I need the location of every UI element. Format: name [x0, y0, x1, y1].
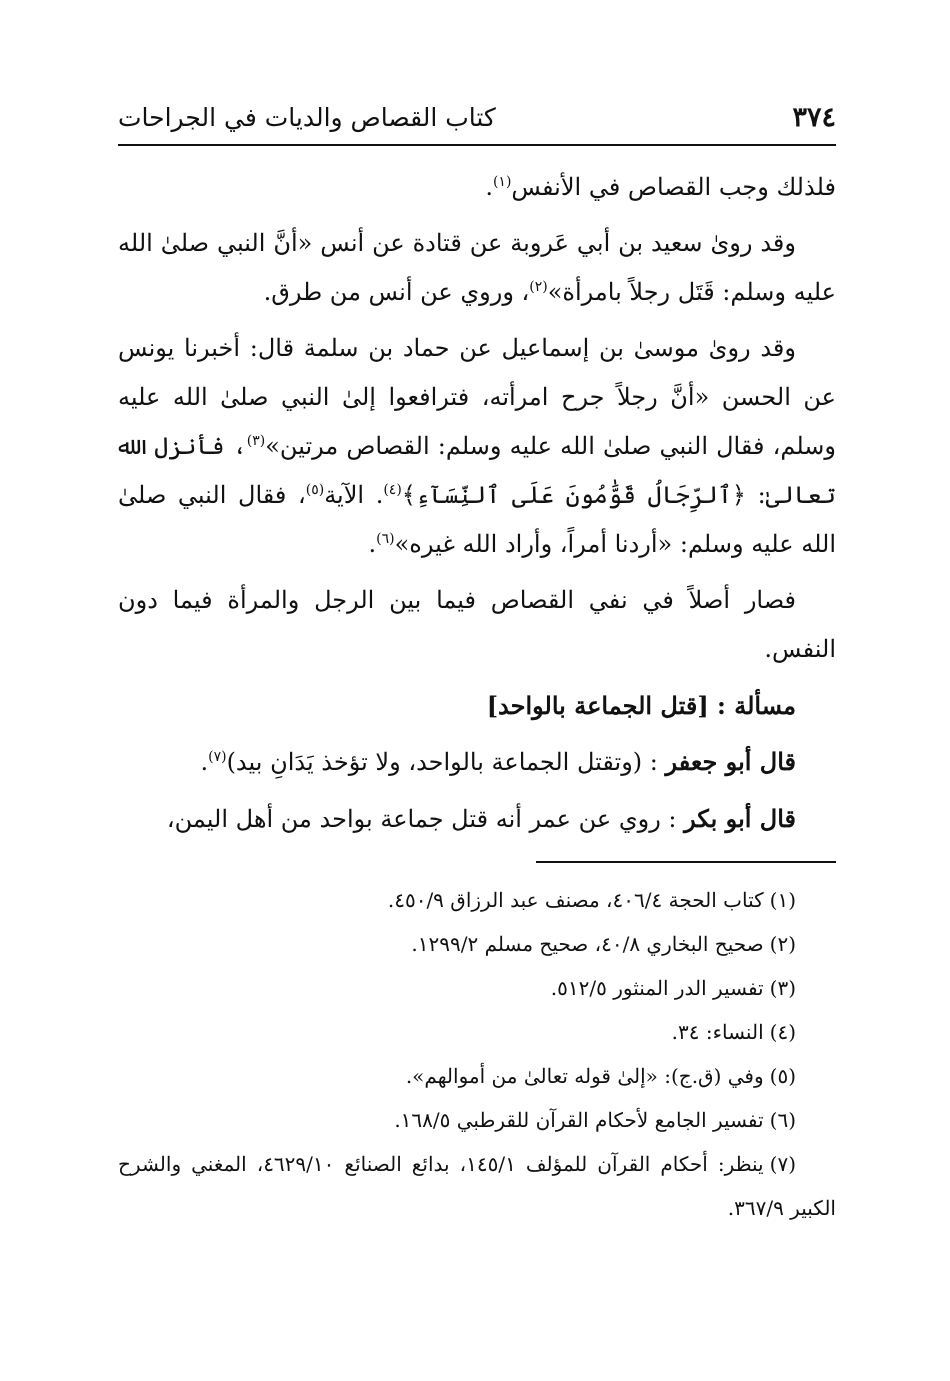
- footnote-2: [118, 922, 836, 966]
- punctuation: .: [485, 173, 493, 201]
- page-number: ٣٧٤: [792, 102, 836, 133]
- paragraph-2: [118, 219, 836, 317]
- punctuation: .: [200, 748, 209, 776]
- footnote-text: تفسير الدر المنثور ٥١٢/٥.: [550, 976, 764, 1000]
- page-header: [118, 98, 836, 146]
- footnote-ref-7: (٧): [208, 749, 227, 765]
- footnote-ref-2: (٢): [529, 279, 548, 295]
- footnote-ref-3: (٣): [246, 433, 266, 449]
- footnote-text: كتاب الحجة ٤٠٦/٤، مصنف عبد الرزاق ٤٥٠/٩.: [387, 888, 764, 912]
- paragraph-text: ، وروي عن أنس من طرق.: [263, 278, 530, 306]
- paragraph-text: ، فقال النبي صلىٰ الله عليه وسلم: «أردنا أمراً، وأراد الله غيره»: [118, 481, 836, 558]
- paragraph-1: [118, 163, 836, 212]
- paragraph-text: وقد رویٰ موسىٰ بن إسماعيل عن حماد بن سلمة قال: أخبرنا يونس عن الحسن «أنَّ رجلاً جرح امرأته، فترافعوا إلىٰ النبي صلىٰ الله عليه وسلم، فقال النبي صلىٰ الله عليه وسلم: القصاص مرتين»: [118, 334, 836, 460]
- footnote-ref-5: (٥): [305, 482, 325, 498]
- footnote-5: [118, 1054, 836, 1098]
- footnote-1: [118, 878, 836, 922]
- footnote-ref-6: (٦): [376, 531, 395, 547]
- footnote-text: النساء: ٣٤.: [671, 1020, 764, 1044]
- footnote-text: تفسير الجامع لأحكام القرآن للقرطبي ١٦٨/٥.: [394, 1108, 764, 1132]
- paragraph-text: : (وتقتل الجماعة بالواحد، ولا تؤخذ يَدَانِ بيد): [226, 748, 666, 776]
- footnote-number: (٢): [769, 932, 796, 956]
- speaker-label: قال أبو بكر: [684, 804, 796, 833]
- footnote-number: (٤): [769, 1020, 796, 1044]
- paragraph-text: . الآية: [324, 481, 384, 509]
- paragraph-text: وقد رویٰ سعيد بن أبي عَروبة عن قتادة عن أنس «أنَّ النبي صلىٰ الله عليه وسلم: قَتَل رجلاً بامرأة»: [118, 229, 836, 306]
- speaker-label: قال أبو جعفر: [665, 747, 796, 776]
- footnote-ref-1: (١): [492, 174, 512, 190]
- footnotes: [118, 878, 836, 1230]
- footnote-number: (٥): [769, 1064, 796, 1088]
- main-text: [118, 163, 836, 851]
- paragraph-text: فلذلك وجب القصاص في الأنفس: [511, 173, 836, 201]
- paragraph-4: فصار أصلاً في نفي القصاص فيما بين الرجل والمرأة فيما دون النفس.: [118, 586, 836, 663]
- paragraph-3: [118, 324, 836, 569]
- paragraph-5: [118, 737, 836, 787]
- paragraph-text: : روي عن عمر أنه قتل جماعة بواحد من أهل اليمن،: [166, 805, 685, 833]
- footnote-number: (٦): [769, 1108, 796, 1132]
- footnote-number: (٧): [769, 1152, 796, 1176]
- footnote-4: [118, 1010, 836, 1054]
- footnote-number: (٣): [769, 976, 796, 1000]
- footnote-number: (١): [769, 888, 796, 912]
- book-page: [118, 0, 836, 1381]
- paragraph-6: [118, 794, 836, 844]
- running-title: كتاب القصاص والديات في الجراحات: [118, 103, 496, 132]
- footnote-text: وفي (ق.ج): «إلىٰ قوله تعالىٰ من أموالهم».: [405, 1064, 764, 1088]
- footnote-text: ينظر: أحكام القرآن للمؤلف ١٤٥/١، بدائع الصنائع ٤٦٢٩/١٠، المغني والشرح الكبير ٣٦٧/٩.: [118, 1152, 836, 1220]
- punctuation: .: [368, 530, 377, 558]
- footnote-text: صحيح البخاري ٤٠/٨، صحيح مسلم ١٢٩٩/٢.: [411, 932, 764, 956]
- footnote-3: [118, 966, 836, 1010]
- paragraph-text: ، فأنزل الله تعالىٰ: ﴿ٱلرِّجَالُ قَوَّٰمُونَ عَلَى ٱلنِّسَآءِ﴾: [118, 432, 836, 509]
- footnote-6: [118, 1098, 836, 1142]
- section-heading: مسألة : [قتل الجماعة بالواحد]: [486, 691, 796, 720]
- footnote-divider: [536, 861, 836, 863]
- footnote-7: [118, 1142, 836, 1230]
- footnote-ref-4: (٤): [383, 482, 402, 498]
